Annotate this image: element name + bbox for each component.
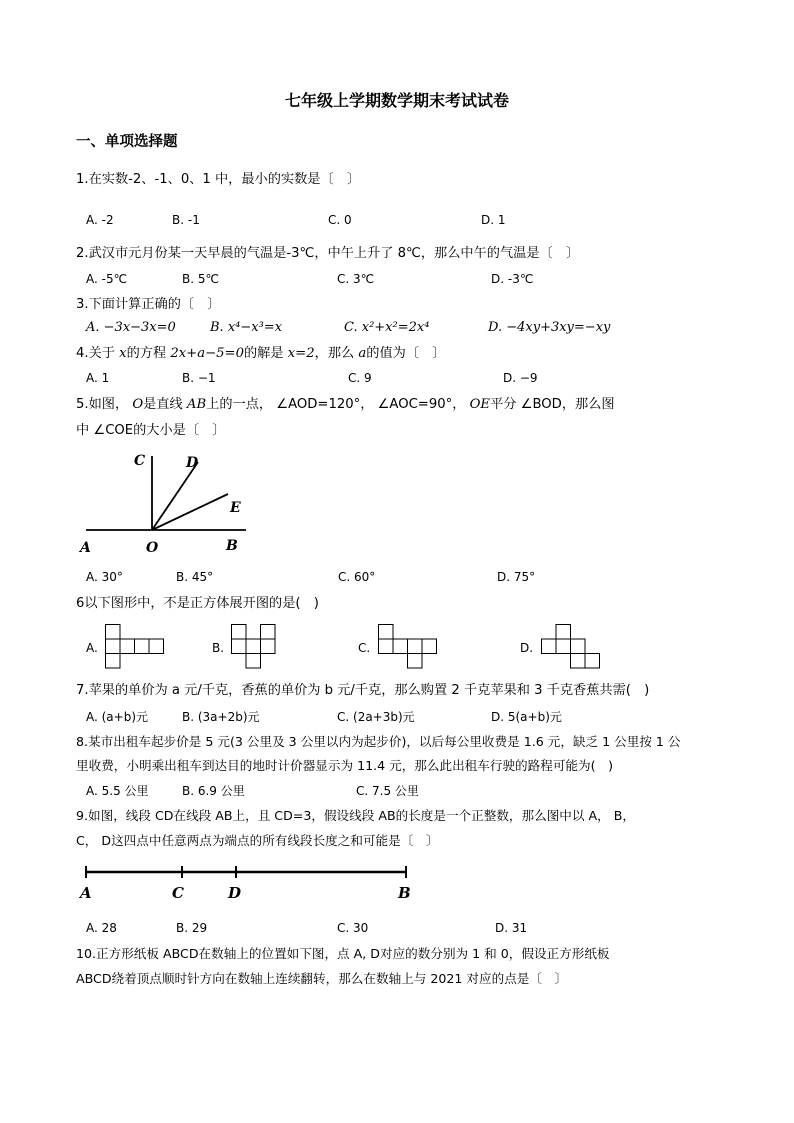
q6-option-c: C.	[358, 641, 371, 655]
q4-option-d: D. −9	[503, 371, 538, 385]
q2-option-b: B. 5℃	[182, 272, 219, 286]
label-c: C	[134, 453, 146, 469]
q6-option-d: D.	[520, 641, 534, 655]
q9-segment-figure	[78, 858, 418, 906]
question-5-stem-line1: 5.如图， O是直线 AB上的一点， ∠AOD=120°， ∠AOC=90°， OE平分 ∠BOD，那么图	[76, 397, 615, 412]
q9-option-a: A. 28	[86, 921, 117, 935]
question-5-stem-line2: 中 ∠COE的大小是〔 〕	[76, 423, 226, 438]
label-o: O	[146, 540, 159, 556]
q5-angle-figure	[78, 450, 250, 558]
q8-option-a: A. 5.5 公里	[86, 784, 149, 798]
page-title: 七年级上学期数学期末考试试卷	[284, 91, 509, 110]
q4-option-a: A. 1	[86, 371, 110, 385]
q7-option-b: B. (3a+2b)元	[182, 710, 260, 724]
label-e: E	[230, 500, 241, 516]
q6-net-c	[378, 624, 440, 670]
question-10-stem-line1: 10.正方形纸板 ABCD在数轴上的位置如下图，点 A, D对应的数分别为 1 和 0，假设正方形纸板	[76, 946, 610, 961]
label-b: B	[226, 538, 238, 554]
q6-net-a	[105, 624, 167, 670]
q1-option-c: C. 0	[328, 213, 352, 227]
q3-option-d: D. −4xy+3xy=−xy	[488, 320, 611, 335]
label-b: B	[398, 884, 411, 902]
question-9-stem-line2: C， D这四点中任意两点为端点的所有线段长度之和可能是〔 〕	[76, 833, 439, 848]
label-a: A	[80, 540, 91, 556]
q6-net-d	[541, 624, 603, 670]
question-7-stem: 7.苹果的单价为 a 元/千克，香蕉的单价为 b 元/千克，那么购置 2 千克苹果和 3 千克香蕉共需( )	[76, 683, 650, 698]
q9-option-d: D. 31	[495, 921, 528, 935]
q7-option-d: D. 5(a+b)元	[491, 710, 562, 724]
q1-option-d: D. 1	[481, 213, 506, 227]
label-d: D	[186, 455, 199, 471]
q5-option-a: A. 30°	[86, 570, 123, 584]
q1-option-b: B. -1	[172, 213, 200, 227]
q8-option-c: C. 7.5 公里	[356, 784, 419, 798]
q8-option-b: B. 6.9 公里	[182, 784, 245, 798]
q2-option-a: A. -5℃	[86, 272, 128, 286]
question-3-stem: 3.下面计算正确的〔 〕	[76, 297, 221, 312]
label-a: A	[80, 884, 92, 902]
question-4-stem: 4.关于 x的方程 2x+a−5=0的解是 x=2，那么 a的值为〔 〕	[76, 346, 446, 361]
question-2-stem: 2.武汉市元月份某一天早晨的气温是-3℃，中午上升了 8℃，那么中午的气温是〔 〕	[76, 246, 580, 261]
question-8-stem-line1: 8.某市出租车起步价是 5 元(3 公里及 3 公里以内为起步价)，以后每公里收费是 1.6 元，缺乏 1 公里按 1 公	[76, 734, 681, 749]
q2-option-c: C. 3℃	[337, 272, 375, 286]
q5-option-d: D. 75°	[497, 570, 536, 584]
q3-option-a: A. −3x−3x=0	[86, 320, 176, 335]
q4-option-c: C. 9	[348, 371, 372, 385]
q3-option-c: C. x²+x²=2x⁴	[344, 320, 430, 335]
section-heading: 一、单项选择题	[76, 134, 178, 150]
q5-option-b: B. 45°	[176, 570, 214, 584]
q9-option-c: C. 30	[337, 921, 369, 935]
question-6-stem: 6以下图形中，不是正方体展开图的是( )	[76, 596, 319, 611]
q6-option-a: A.	[86, 641, 98, 655]
q6-option-b: B.	[212, 641, 225, 655]
label-c: C	[172, 884, 184, 902]
label-d: D	[228, 884, 242, 902]
q5-option-c: C. 60°	[338, 570, 376, 584]
q9-option-b: B. 29	[176, 921, 208, 935]
question-10-stem-line2: ABCD绕着顶点顺时针方向在数轴上连续翻转，那么在数轴上与 2021 对应的点是〔 〕	[76, 971, 568, 986]
q1-option-a: A. -2	[86, 213, 114, 227]
q3-option-b: B. x⁴−x³=x	[210, 320, 283, 335]
q2-option-d: D. -3℃	[491, 272, 534, 286]
q7-option-a: A. (a+b)元	[86, 710, 149, 724]
question-9-stem-line1: 9.如图，线段 CD在线段 AB上，且 CD=3，假设线段 AB的长度是一个正整数，那么图中以 A， B，	[76, 808, 635, 823]
q7-option-c: C. (2a+3b)元	[337, 710, 415, 724]
question-1-stem: 1.在实数-2、-1、0、1 中，最小的实数是〔 〕	[76, 172, 361, 187]
question-8-stem-line2: 里收费，小明乘出租车到达目的地时计价器显示为 11.4 元，那么此出租车行驶的路程可能为( )	[76, 758, 614, 773]
q6-net-b	[231, 624, 279, 670]
q4-option-b: B. −1	[182, 371, 216, 385]
